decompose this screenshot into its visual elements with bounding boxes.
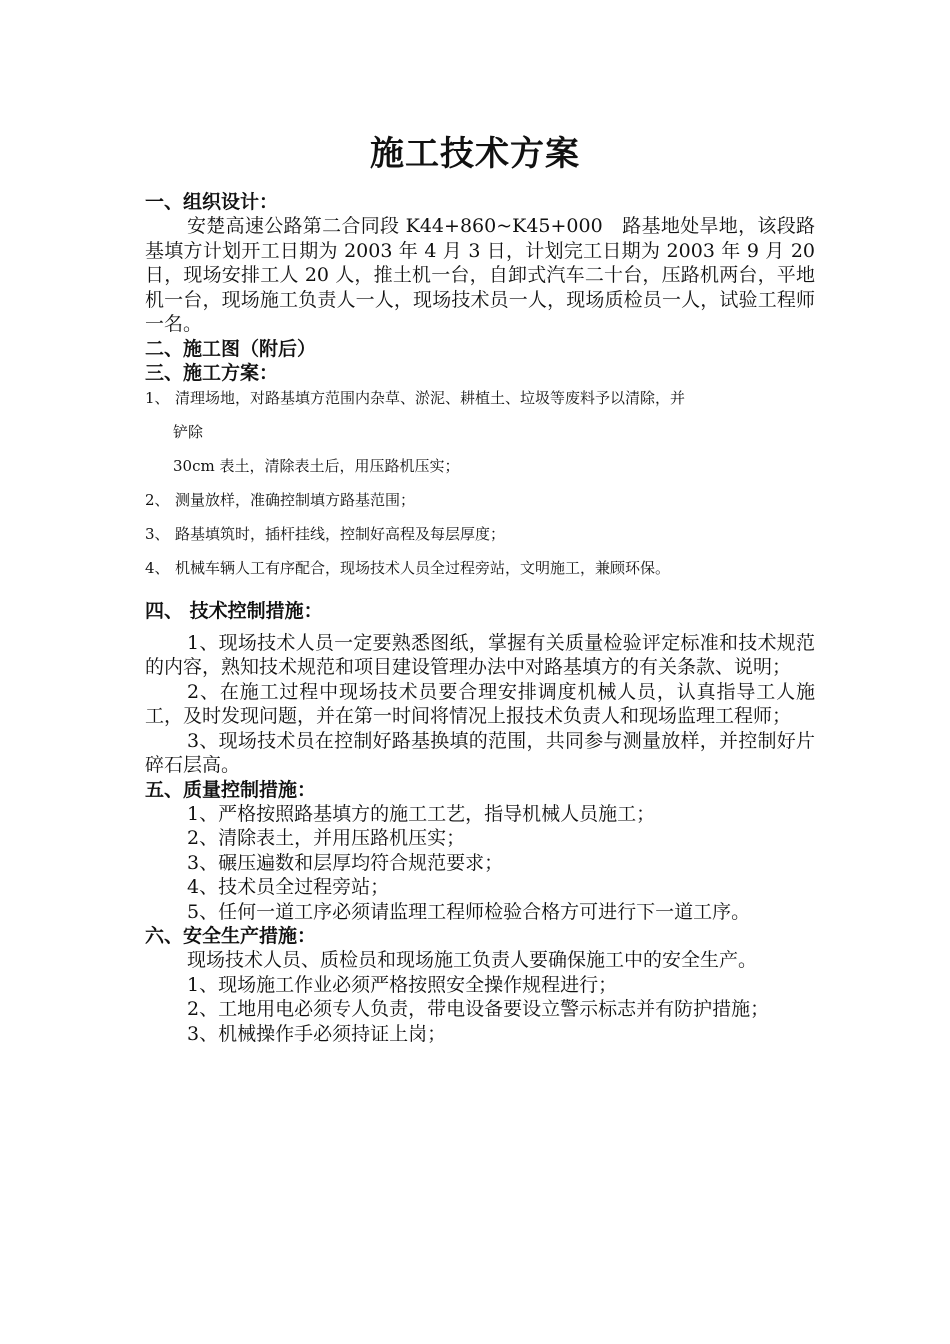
plan-item-number: 2、 [145, 490, 170, 509]
organization-paragraph: 安楚高速公路第二合同段 K44+860~K45+000 路基地处旱地，该段路基填方计划开工日期为 2003 年 4 月 3 日，计划完工日期为 2003 年 9 月 20 日，现场安排工人 20 人，推土机一台，自卸式汽车二十台，压路机两台，平地机一台，现场施工负责人一人，现场技术员一人，现场质检员一人，试验工程师一名。 [145, 215, 815, 335]
quality-control-paragraph: 4、技术员全过程旁站； [187, 876, 390, 898]
plan-item-text: 清理场地，对路基填方范围内杂草、淤泥、耕植土、垃圾等废料予以清除，并 [175, 388, 686, 407]
technical-control-paragraph: 1、现场技术人员一定要熟悉图纸，掌握有关质量检验评定标准和技术规范的内容，熟知技术规范和项目建设管理办法中对路基填方的有关条款、说明； [145, 631, 815, 678]
technical-control-paragraph: 3、现场技术员在控制好路基换填的范围，共同参与测量放样，并控制好片碎石层高。 [145, 729, 815, 776]
plan-item-number: 4、 [145, 558, 170, 577]
plan-item-number: 3、 [145, 524, 170, 543]
plan-item [145, 489, 815, 511]
technical-control-paragraph: 2、在施工过程中现场技术员要合理安排调度机械人员，认真指导工人施工，及时发现问题，并在第一时间将情况上报技术负责人和现场监理工程师； [145, 680, 815, 727]
plan-item-number: 1、 [145, 388, 170, 407]
section-heading-technical-control: 四、 技术控制措施： [145, 599, 323, 622]
safety-paragraph: 2、工地用电必须专人负责，带电设备要设立警示标志并有防护措施； [187, 998, 770, 1020]
section-heading-safety: 六、安全生产措施： [145, 925, 317, 947]
plan-item-text: 路基填筑时，插杆挂线，控制好高程及每层厚度； [175, 524, 506, 543]
plan-item-continuation: 30cm 表土，清除表土后，用压路机压实； [173, 456, 460, 475]
plan-item-continuation: 铲除 [173, 422, 204, 441]
document-body [145, 190, 815, 1046]
section-heading-drawings: 二、施工图（附后） [145, 337, 317, 360]
plan-item-text: 测量放样，准确控制填方路基范围； [175, 490, 416, 509]
quality-control-paragraph: 2、清除表土，并用压路机压实； [187, 827, 466, 849]
quality-control-paragraph: 5、任何一道工序必须请监理工程师检验合格方可进行下一道工序。 [187, 900, 751, 923]
plan-item [145, 557, 815, 579]
document-title: 施工技术方案 [370, 134, 580, 174]
safety-paragraph: 3、机械操作手必须持证上岗； [187, 1022, 447, 1045]
plan-item-text: 机械车辆人工有序配合，现场技术人员全过程旁站，文明施工，兼顾环保。 [175, 558, 671, 577]
section-heading-construction-plan: 三、施工方案： [145, 361, 279, 384]
plan-item [145, 523, 815, 545]
plan-item [145, 387, 815, 409]
section-heading-quality-control: 五、质量控制措施： [145, 778, 317, 801]
safety-paragraph: 1、现场施工作业必须严格按照安全操作规程进行； [187, 973, 618, 996]
quality-control-paragraph: 3、碾压遍数和层厚均符合规范要求； [187, 851, 504, 874]
safety-paragraph: 现场技术人员、质检员和现场施工负责人要确保施工中的安全生产。 [187, 949, 758, 971]
quality-control-paragraph: 1、严格按照路基填方的施工工艺，指导机械人员施工； [187, 802, 656, 825]
section-heading-organization: 一、组织设计： [145, 191, 279, 213]
